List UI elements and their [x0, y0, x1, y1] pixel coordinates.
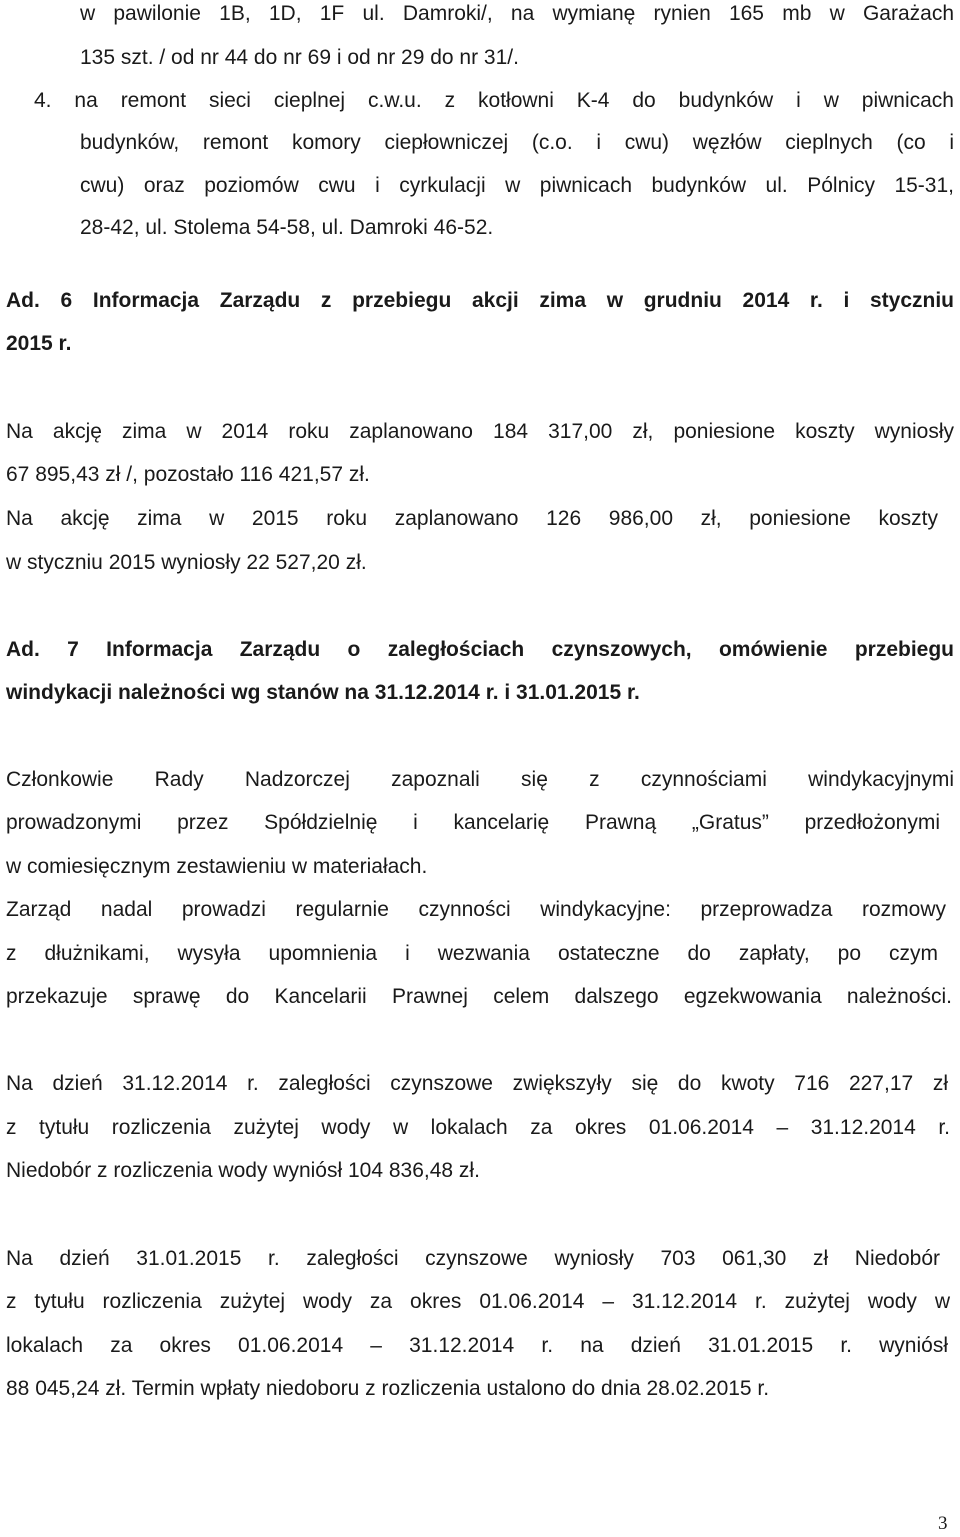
section-heading-6: Ad. 6 Informacja Zarządu z przebiegu akcji zima w grudniu 2014 r. i styczniu — [6, 289, 954, 312]
text-line: Niedobór z rozliczenia wody wyniósł 104 836,48 zł. — [6, 1159, 480, 1182]
text-line: 28-42, ul. Stolema 54-58, ul. Damroki 46-52. — [80, 216, 494, 239]
text-line: Na dzień 31.01.2015 r. zaległości czynszowe wyniosły 703 061,30 zł Niedobór — [6, 1247, 940, 1270]
text-line: lokalach za okres 01.06.2014 – 31.12.2014 r. na dzień 31.01.2015 r. wyniósł — [6, 1334, 948, 1357]
text-line: z tytułu rozliczenia zużytej wody za okres 01.06.2014 – 31.12.2014 r. zużytej wody w — [6, 1290, 950, 1313]
text-line: 4. na remont sieci cieplnej c.w.u. z kotłowni K-4 do budynków i w piwnicach — [34, 89, 954, 112]
text-line: 135 szt. / od nr 44 do nr 69 i od nr 29 do nr 31/. — [80, 46, 519, 69]
text-line: w comiesięcznym zestawieniu w materiałach. — [6, 855, 428, 878]
text-line: cwu) oraz poziomów cwu i cyrkulacji w piwnicach budynków ul. Pólnicy 15-31, — [80, 174, 954, 197]
text-line: Na dzień 31.12.2014 r. zaległości czynszowe zwiększyły się do kwoty 716 227,17 zł — [6, 1072, 948, 1095]
text-line: 88 045,24 zł. Termin wpłaty niedoboru z rozliczenia ustalono do dnia 28.02.2015 r. — [6, 1377, 770, 1400]
text-line: Na akcję zima w 2014 roku zaplanowano 184 317,00 zł, poniesione koszty wyniosły — [6, 420, 954, 443]
text-line: z dłużnikami, wysyła upomnienia i wezwania ostateczne do zapłaty, po czym — [6, 942, 938, 965]
section-heading-7: windykacji należności wg stanów na 31.12.2014 r. i 31.01.2015 r. — [6, 681, 640, 704]
text-line: w pawilonie 1B, 1D, 1F ul. Damroki/, na wymianę rynien 165 mb w Garażach — [80, 2, 954, 25]
text-line: przekazuje sprawę do Kancelarii Prawnej celem dalszego egzekwowania należności. — [6, 985, 952, 1008]
page-number: 3 — [938, 1513, 948, 1534]
text-line: budynków, remont komory ciepłowniczej (c.o. i cwu) węzłów cieplnych (co i — [80, 131, 954, 154]
text-line: Zarząd nadal prowadzi regularnie czynności windykacyjne: przeprowadza rozmowy — [6, 898, 946, 921]
text-line: w styczniu 2015 wyniosły 22 527,20 zł. — [6, 551, 367, 574]
section-heading-7: Ad. 7 Informacja Zarządu o zaległościach czynszowych, omówienie przebiegu — [6, 638, 954, 661]
section-heading-6: 2015 r. — [6, 332, 72, 355]
text-line: 67 895,43 zł /, pozostało 116 421,57 zł. — [6, 463, 370, 486]
text-line: z tytułu rozliczenia zużytej wody w lokalach za okres 01.06.2014 – 31.12.2014 r. — [6, 1116, 950, 1139]
text-line: Członkowie Rady Nadzorczej zapoznali się z czynnościami windykacyjnymi — [6, 768, 954, 791]
text-line: prowadzonymi przez Spółdzielnię i kancelarię Prawną „Gratus” przedłożonymi — [6, 811, 940, 834]
text-line: Na akcję zima w 2015 roku zaplanowano 126 986,00 zł, poniesione koszty — [6, 507, 938, 530]
